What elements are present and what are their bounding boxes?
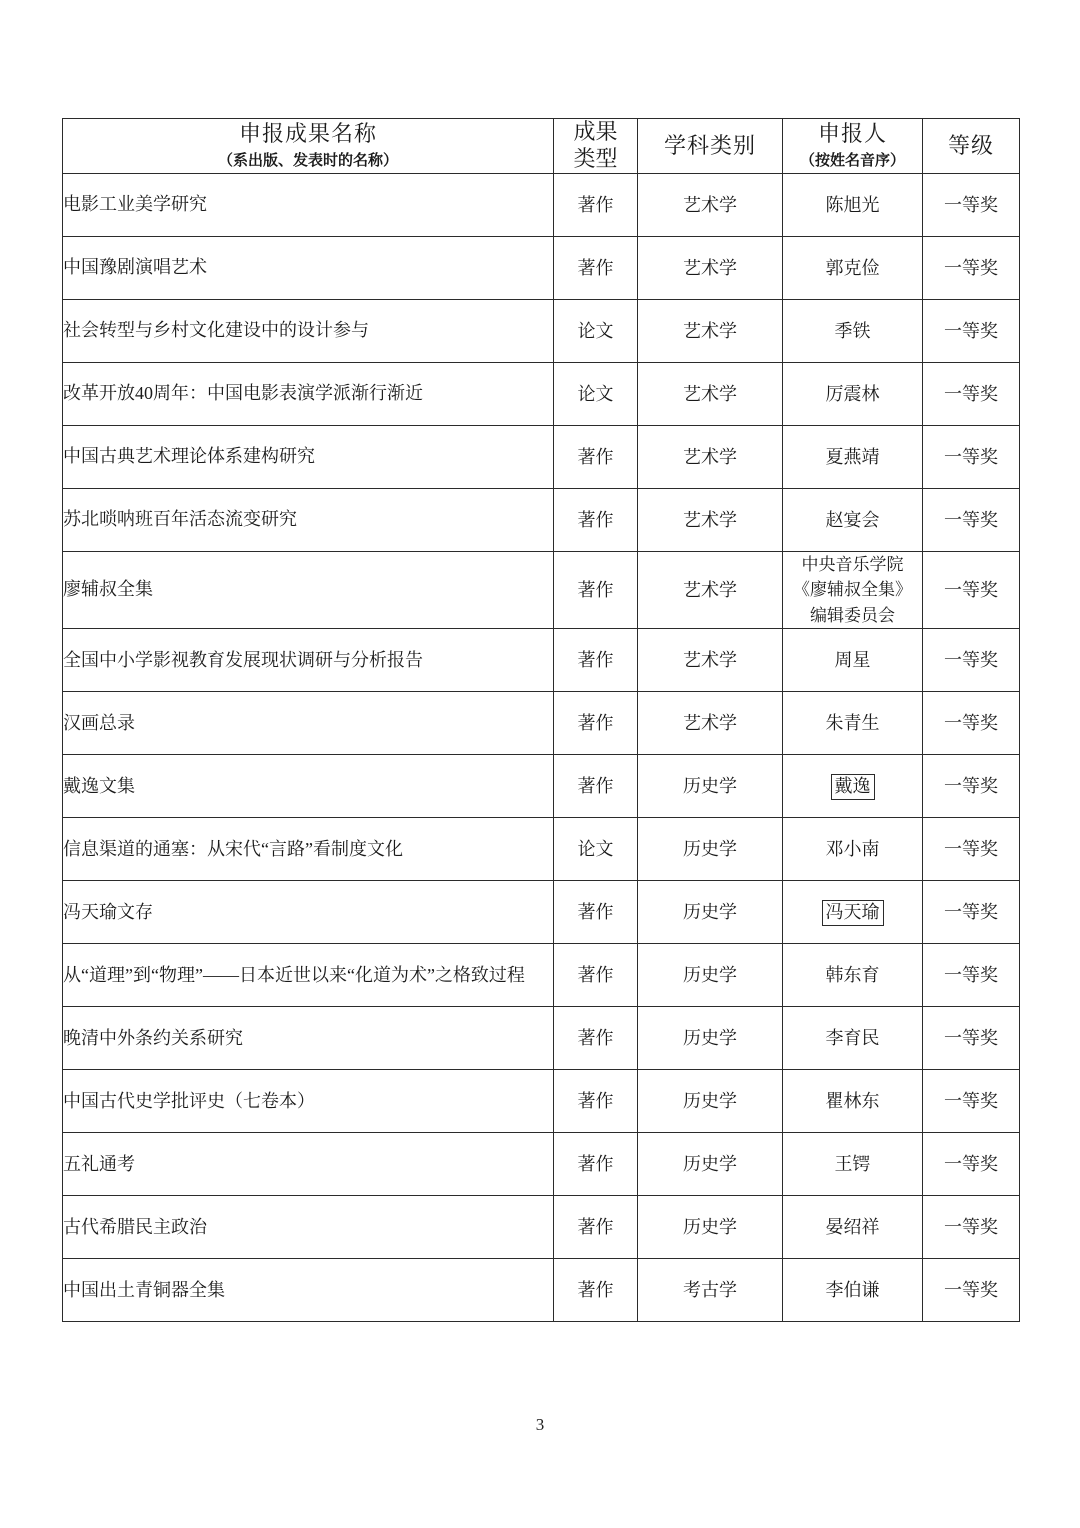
cell-award-level: 一等奖 [923, 881, 1020, 944]
column-header-person [783, 119, 923, 174]
applicant-name-line: 《廖辅叔全集》 [793, 580, 912, 600]
cell-achievement-type: 论文 [554, 362, 638, 425]
cell-applicant: 邓小南 [783, 818, 923, 881]
cell-achievement-name: 冯天瑜文存 [63, 881, 554, 944]
cell-award-level: 一等奖 [923, 173, 1020, 236]
cell-discipline: 历史学 [638, 1070, 783, 1133]
cell-discipline: 艺术学 [638, 629, 783, 692]
column-header-level-label: 等级 [947, 132, 994, 158]
cell-achievement-name: 信息渠道的通塞：从宋代“言路”看制度文化 [63, 818, 554, 881]
cell-achievement-type: 著作 [554, 755, 638, 818]
cell-discipline: 艺术学 [638, 173, 783, 236]
table-row [63, 881, 1020, 944]
cell-achievement-type: 著作 [554, 881, 638, 944]
cell-award-level: 一等奖 [923, 818, 1020, 881]
cell-discipline: 艺术学 [638, 236, 783, 299]
cell-applicant: 赵宴会 [783, 488, 923, 551]
cell-achievement-name: 全国中小学影视教育发展现状调研与分析报告 [63, 629, 554, 692]
cell-achievement-name: 古代希腊民主政治 [63, 1196, 554, 1259]
column-header-discipline-label: 学科类别 [663, 132, 756, 158]
cell-award-level: 一等奖 [923, 1196, 1020, 1259]
table-row [63, 1070, 1020, 1133]
column-header-name-main: 申报成果名称 [238, 121, 377, 147]
cell-applicant: 朱青生 [783, 692, 923, 755]
cell-discipline: 历史学 [638, 1133, 783, 1196]
cell-applicant: 晏绍祥 [783, 1196, 923, 1259]
cell-achievement-type: 著作 [554, 551, 638, 629]
cell-achievement-type: 论文 [554, 299, 638, 362]
cell-achievement-name: 戴逸文集 [63, 755, 554, 818]
cell-award-level: 一等奖 [923, 1259, 1020, 1322]
cell-achievement-type: 著作 [554, 236, 638, 299]
column-header-type-line1: 成果 [573, 119, 618, 144]
table-header [63, 119, 1020, 174]
cell-achievement-name: 苏北唢呐班百年活态流变研究 [63, 488, 554, 551]
cell-achievement-name: 汉画总录 [63, 692, 554, 755]
cell-achievement-type: 著作 [554, 1070, 638, 1133]
table-row [63, 362, 1020, 425]
cell-award-level: 一等奖 [923, 362, 1020, 425]
cell-achievement-name: 廖辅叔全集 [63, 551, 554, 629]
cell-achievement-type: 著作 [554, 1007, 638, 1070]
cell-award-level: 一等奖 [923, 236, 1020, 299]
cell-achievement-name: 中国古代史学批评史（七卷本） [63, 1070, 554, 1133]
cell-achievement-name: 中国豫剧演唱艺术 [63, 236, 554, 299]
table-row [63, 1196, 1020, 1259]
cell-achievement-name: 改革开放40周年：中国电影表演学派渐行渐近 [63, 362, 554, 425]
cell-discipline: 艺术学 [638, 692, 783, 755]
table-row [63, 629, 1020, 692]
cell-applicant: 厉震林 [783, 362, 923, 425]
cell-award-level: 一等奖 [923, 629, 1020, 692]
column-header-discipline [638, 119, 783, 174]
cell-achievement-type: 著作 [554, 1133, 638, 1196]
cell-achievement-type: 著作 [554, 944, 638, 1007]
table-row [63, 1259, 1020, 1322]
cell-discipline: 艺术学 [638, 488, 783, 551]
cell-award-level: 一等奖 [923, 755, 1020, 818]
cell-applicant: 王锷 [783, 1133, 923, 1196]
cell-award-level: 一等奖 [923, 488, 1020, 551]
cell-discipline: 历史学 [638, 881, 783, 944]
cell-discipline: 考古学 [638, 1259, 783, 1322]
cell-achievement-type: 著作 [554, 425, 638, 488]
cell-discipline: 历史学 [638, 818, 783, 881]
cell-applicant [783, 755, 923, 818]
cell-achievement-type: 著作 [554, 629, 638, 692]
cell-discipline: 历史学 [638, 1007, 783, 1070]
cell-applicant [783, 551, 923, 629]
table-row [63, 1133, 1020, 1196]
table-row [63, 173, 1020, 236]
column-header-name-sub: （系出版、发表时的名称） [217, 153, 398, 170]
cell-applicant: 夏燕靖 [783, 425, 923, 488]
column-header-type [554, 119, 638, 174]
cell-applicant: 李伯谦 [783, 1259, 923, 1322]
cell-applicant: 季铁 [783, 299, 923, 362]
applicant-name-line: 中央音乐学院 [801, 554, 904, 574]
cell-achievement-name: 中国出土青铜器全集 [63, 1259, 554, 1322]
table-header-row [63, 119, 1020, 174]
cell-award-level: 一等奖 [923, 425, 1020, 488]
column-header-type-line2: 类型 [573, 145, 618, 171]
cell-award-level: 一等奖 [923, 1007, 1020, 1070]
table-row [63, 818, 1020, 881]
cell-achievement-type: 著作 [554, 488, 638, 551]
cell-award-level: 一等奖 [923, 299, 1020, 362]
table-row [63, 425, 1020, 488]
table-row [63, 236, 1020, 299]
table-row [63, 299, 1020, 362]
cell-discipline: 历史学 [638, 1196, 783, 1259]
cell-award-level: 一等奖 [923, 1133, 1020, 1196]
cell-award-level: 一等奖 [923, 944, 1020, 1007]
cell-discipline: 历史学 [638, 944, 783, 1007]
table-row [63, 692, 1020, 755]
cell-achievement-name: 社会转型与乡村文化建设中的设计参与 [63, 299, 554, 362]
cell-achievement-type: 著作 [554, 692, 638, 755]
cell-award-level: 一等奖 [923, 551, 1020, 629]
cell-discipline: 艺术学 [638, 362, 783, 425]
cell-discipline: 历史学 [638, 755, 783, 818]
cell-applicant: 瞿林东 [783, 1070, 923, 1133]
cell-achievement-type: 论文 [554, 818, 638, 881]
applicant-name-boxed: 戴逸 [831, 774, 875, 800]
column-header-level [923, 119, 1020, 174]
table-row [63, 755, 1020, 818]
award-results-table [62, 118, 1020, 1322]
table-body [63, 173, 1020, 1322]
cell-discipline: 艺术学 [638, 299, 783, 362]
column-header-person-main: 申报人 [817, 121, 887, 147]
table-row [63, 551, 1020, 629]
cell-achievement-name: 中国古典艺术理论体系建构研究 [63, 425, 554, 488]
cell-award-level: 一等奖 [923, 692, 1020, 755]
cell-achievement-type: 著作 [554, 1259, 638, 1322]
column-header-name [63, 119, 554, 174]
cell-applicant: 郭克俭 [783, 236, 923, 299]
cell-achievement-type: 著作 [554, 173, 638, 236]
cell-achievement-name: 从“道理”到“物理”——日本近世以来“化道为术”之格致过程 [63, 944, 554, 1007]
cell-applicant [783, 881, 923, 944]
cell-applicant: 周星 [783, 629, 923, 692]
cell-award-level: 一等奖 [923, 1070, 1020, 1133]
cell-achievement-name: 晚清中外条约关系研究 [63, 1007, 554, 1070]
applicant-name-boxed: 冯天瑜 [822, 900, 884, 926]
cell-achievement-type: 著作 [554, 1196, 638, 1259]
cell-applicant: 韩东育 [783, 944, 923, 1007]
column-header-person-sub: （按姓名音序） [799, 153, 905, 170]
table-row [63, 1007, 1020, 1070]
cell-discipline: 艺术学 [638, 551, 783, 629]
page-number: 3 [535, 1415, 545, 1434]
applicant-name-line: 编辑委员会 [810, 605, 895, 625]
table-row [63, 944, 1020, 1007]
cell-achievement-name: 电影工业美学研究 [63, 173, 554, 236]
cell-achievement-name: 五礼通考 [63, 1133, 554, 1196]
cell-applicant: 陈旭光 [783, 173, 923, 236]
table-row [63, 488, 1020, 551]
cell-applicant: 李育民 [783, 1007, 923, 1070]
cell-discipline: 艺术学 [638, 425, 783, 488]
